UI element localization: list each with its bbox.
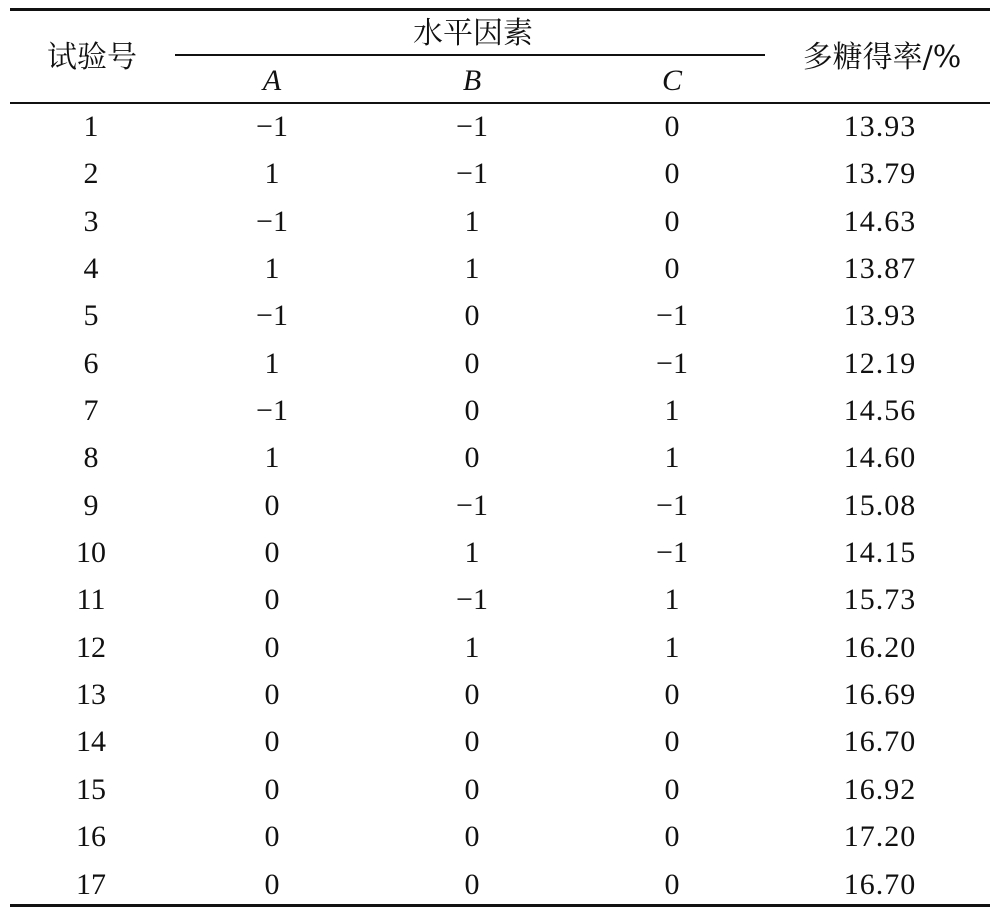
factor-a-cell: 1 (264, 441, 280, 475)
factor-b-cell: 0 (464, 678, 480, 712)
trial-number-cell: 3 (83, 204, 99, 238)
yield-cell: 16.70 (843, 725, 917, 759)
factor-a-cell: 0 (264, 630, 280, 664)
factor-a-cell: 0 (264, 583, 280, 617)
table-row (0, 577, 992, 624)
factor-a-cell: −1 (256, 299, 288, 333)
factor-b-cell: 0 (464, 394, 480, 428)
table-row (0, 862, 992, 909)
table-top-rule (10, 8, 990, 11)
header-polysaccharide-yield: 多糖得率/% (802, 40, 962, 75)
factor-a-cell: 0 (264, 678, 280, 712)
factor-b-cell: 0 (464, 725, 480, 759)
yield-cell: 15.73 (843, 583, 917, 617)
table-bottom-rule (10, 904, 990, 907)
factor-c-cell: 0 (664, 725, 680, 759)
factor-a-cell: 0 (264, 488, 280, 522)
factor-group-rule (175, 54, 765, 56)
yield-cell: 17.20 (843, 820, 917, 854)
factor-b-cell: 1 (464, 204, 480, 238)
trial-number-cell: 13 (76, 678, 106, 712)
factor-c-cell: 0 (664, 772, 680, 806)
factor-c-cell: 1 (664, 630, 680, 664)
factor-c-cell: 0 (664, 678, 680, 712)
table-row (0, 719, 992, 766)
factor-c-cell: −1 (656, 299, 688, 333)
factor-b-cell: 0 (464, 820, 480, 854)
yield-cell: 12.19 (843, 346, 917, 380)
header-level-factors: 水平因素 (413, 16, 533, 51)
table-row (0, 814, 992, 861)
table-row (0, 104, 992, 151)
table-row (0, 435, 992, 482)
factor-b-cell: 0 (464, 772, 480, 806)
factor-c-cell: 0 (664, 252, 680, 286)
trial-number-cell: 5 (83, 299, 99, 333)
trial-number-cell: 14 (76, 725, 106, 759)
factor-b-cell: −1 (456, 110, 488, 143)
factor-a-cell: 0 (264, 725, 280, 759)
yield-cell: 16.92 (843, 772, 917, 806)
factor-c-cell: 0 (664, 110, 680, 143)
factor-b-cell: 1 (464, 536, 480, 570)
yield-cell: 13.93 (843, 110, 917, 143)
yield-cell: 14.63 (843, 204, 917, 238)
yield-cell: 16.20 (843, 630, 917, 664)
header-factor-b: B (462, 64, 482, 97)
table-row (0, 767, 992, 814)
yield-cell: 14.60 (843, 441, 917, 475)
factor-b-cell: 0 (464, 299, 480, 333)
trial-number-cell: 17 (76, 867, 106, 901)
factor-b-cell: 0 (464, 867, 480, 901)
factor-b-cell: 1 (464, 252, 480, 286)
factor-c-cell: 0 (664, 204, 680, 238)
factor-b-cell: 0 (464, 441, 480, 475)
trial-number-cell: 12 (76, 630, 106, 664)
factor-c-cell: −1 (656, 346, 688, 380)
factor-a-cell: 0 (264, 536, 280, 570)
yield-cell: 13.79 (843, 157, 917, 191)
factor-b-cell: −1 (456, 583, 488, 617)
table-row (0, 625, 992, 672)
yield-cell: 14.56 (843, 394, 917, 428)
table-row (0, 199, 992, 246)
factor-a-cell: −1 (256, 394, 288, 428)
trial-number-cell: 15 (76, 772, 106, 806)
factor-c-cell: 0 (664, 157, 680, 191)
yield-cell: 14.15 (843, 536, 917, 570)
factor-b-cell: −1 (456, 488, 488, 522)
table-row (0, 388, 992, 435)
factor-c-cell: −1 (656, 488, 688, 522)
yield-cell: 16.70 (843, 867, 917, 901)
table-row (0, 483, 992, 530)
table-row (0, 246, 992, 293)
factor-a-cell: 0 (264, 820, 280, 854)
trial-number-cell: 8 (83, 441, 99, 475)
header-factor-c: C (661, 64, 683, 97)
yield-cell: 16.69 (843, 678, 917, 712)
trial-number-cell: 11 (76, 583, 106, 617)
factor-a-cell: 0 (264, 772, 280, 806)
trial-number-cell: 1 (83, 110, 99, 143)
table-row (0, 672, 992, 719)
table-row (0, 341, 992, 388)
yield-cell: 13.87 (843, 252, 917, 286)
table-row (0, 530, 992, 577)
yield-cell: 13.93 (843, 299, 917, 333)
table-body (0, 104, 992, 909)
trial-number-cell: 16 (76, 820, 106, 854)
factor-a-cell: −1 (256, 110, 288, 143)
header-factor-a: A (262, 64, 282, 97)
factor-c-cell: 0 (664, 820, 680, 854)
factor-a-cell: 0 (264, 867, 280, 901)
factor-b-cell: 0 (464, 346, 480, 380)
factor-b-cell: −1 (456, 157, 488, 191)
factor-c-cell: −1 (656, 536, 688, 570)
yield-cell: 15.08 (843, 488, 917, 522)
table-row (0, 293, 992, 340)
factor-a-cell: −1 (256, 204, 288, 238)
factor-c-cell: 1 (664, 583, 680, 617)
factor-b-cell: 1 (464, 630, 480, 664)
header-trial-number: 试验号 (47, 40, 137, 75)
table-row (0, 151, 992, 198)
trial-number-cell: 6 (83, 346, 99, 380)
trial-number-cell: 7 (83, 394, 99, 428)
trial-number-cell: 10 (76, 536, 106, 570)
factor-a-cell: 1 (264, 252, 280, 286)
factor-a-cell: 1 (264, 157, 280, 191)
factor-c-cell: 0 (664, 867, 680, 901)
trial-number-cell: 9 (83, 488, 99, 522)
factor-c-cell: 1 (664, 441, 680, 475)
trial-number-cell: 4 (83, 252, 99, 286)
factor-a-cell: 1 (264, 346, 280, 380)
factor-c-cell: 1 (664, 394, 680, 428)
trial-number-cell: 2 (83, 157, 99, 191)
